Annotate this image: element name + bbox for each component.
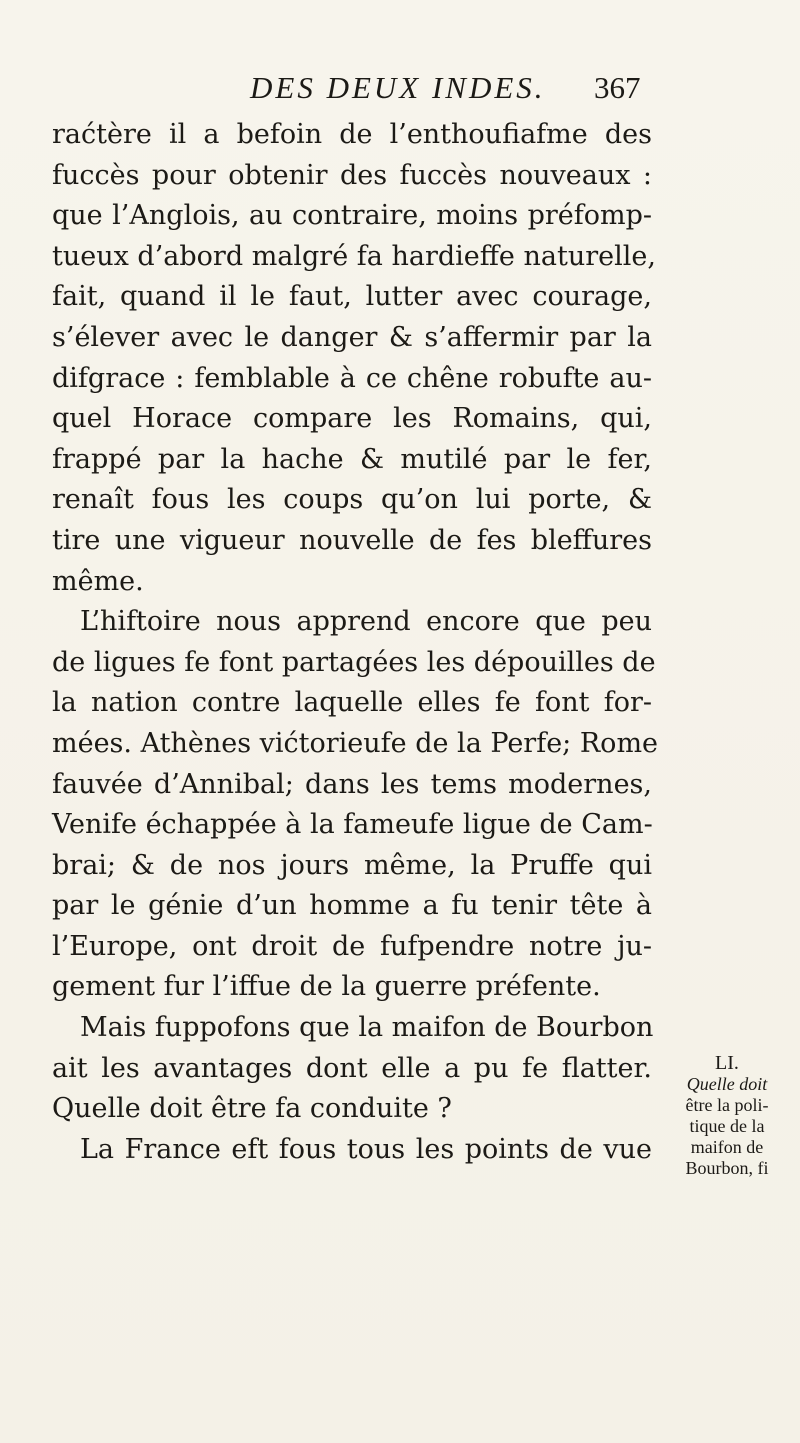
text-line: fuccès pour obtenir des fuccès nouveaux : [52,159,652,191]
text-line: même. [52,565,144,597]
text-line: l’Europe, ont droit de fufpendre notre ju- [52,930,652,962]
text-line: gement fur l’iffue de la guerre préfente. [52,971,601,1003]
text-line: tueux d’abord malgré fa hardieffe naturelle, [52,240,656,272]
body-text [52,115,659,1170]
text-line: fait, quand il le faut, lutter avec courage, [52,281,652,313]
running-title: DES DEUX INDES. [250,70,546,105]
text-line: Quelle doit être fa conduite ? [52,1093,452,1125]
text-line: mées. Athènes vićtorieufe de la Perfe; Rome [52,727,659,759]
margin-note-number: LI. [715,1052,739,1074]
paragraph-start-line: Mais fuppofons que la maifon de Bourbon [80,1012,654,1044]
margin-note-line: Bourbon, fi [685,1158,769,1178]
text-line: par le génie d’un homme a fu tenir tête à [52,890,652,922]
margin-note-line: être la poli- [685,1095,769,1115]
text-line: quel Horace compare les Romains, qui, [52,403,652,435]
paragraph-start-line: L’hiftoire nous apprend encore que peu [80,606,652,638]
text-line: raćtère il a befoin de l’enthoufiafme des [52,119,652,150]
paragraph-start-line: La France eft fous tous les points de vue [80,1133,652,1165]
page-number: 367 [594,70,641,105]
margin-note-line: tique de la [689,1116,765,1136]
text-line: s’élever avec le danger & s’affermir par la [52,321,652,353]
margin-note-line: Quelle doit [686,1074,768,1094]
text-line: fauvée d’Annibal; dans les tems modernes, [52,768,652,800]
running-head [250,68,720,108]
text-line: de ligues fe font partagées les dépouilles de [52,646,656,678]
text-line: difgrace : femblable à ce chêne robufte au- [52,362,652,394]
margin-note [660,1053,794,1179]
text-line: renaît fous les coups qu’on lui porte, & [52,484,652,516]
text-line: tire une vigueur nouvelle de fes bleffures [52,524,652,556]
text-line: que l’Anglois, au contraire, moins préfomp- [52,200,652,232]
text-line: la nation contre laquelle elles fe font for- [52,687,652,719]
text-line: Venife échappée à la fameufe ligue de Cam- [52,809,653,841]
text-line: brai; & de nos jours même, la Pruffe qui [52,849,652,881]
text-line: frappé par la hache & mutilé par le fer, [52,443,652,475]
margin-note-line: maifon de [690,1137,764,1157]
text-line: ait les avantages dont elle a pu fe flatter. [52,1052,652,1084]
